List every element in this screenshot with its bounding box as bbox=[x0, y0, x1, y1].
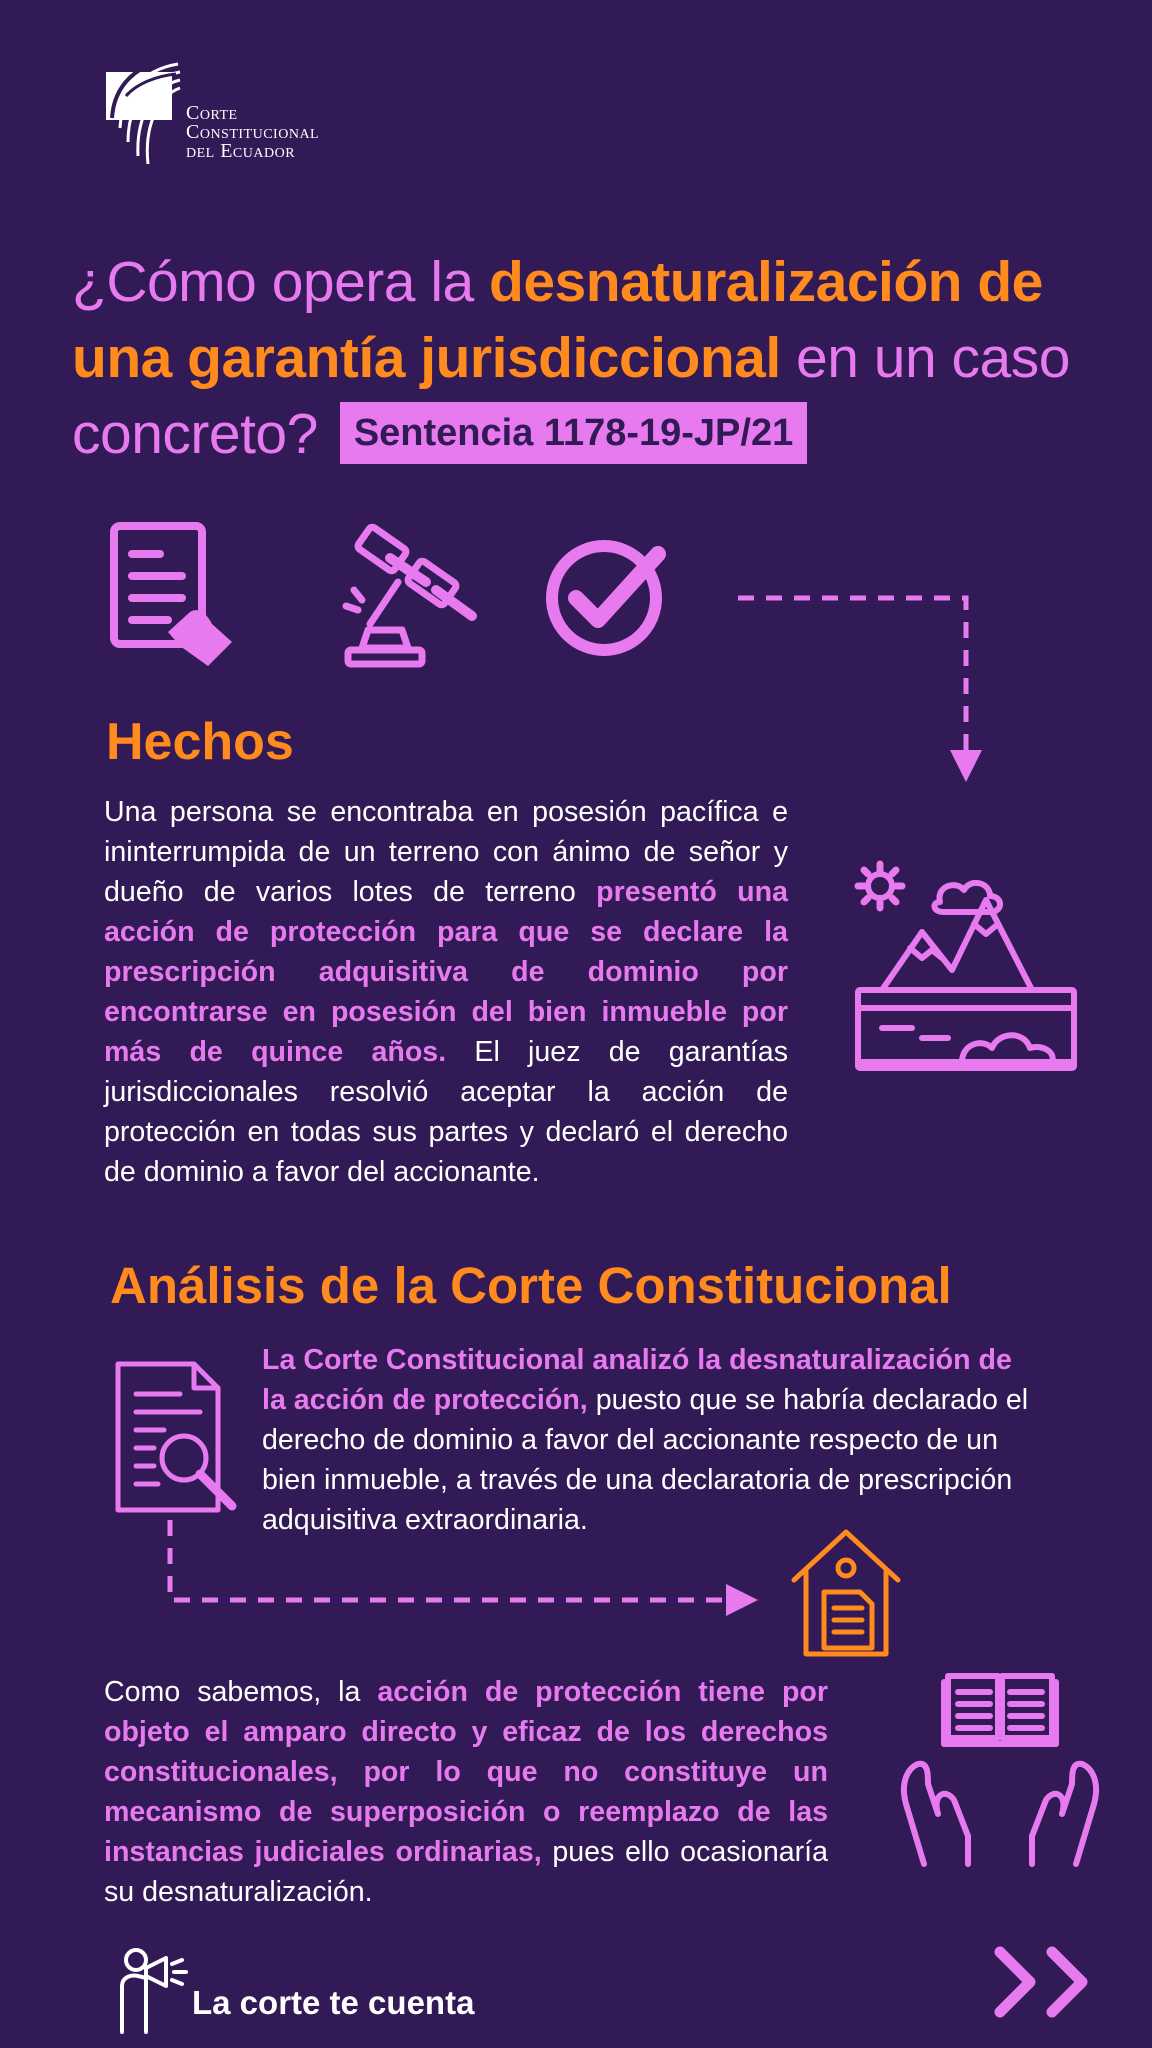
hechos-text-1: Una persona se encontraba en posesión pacífica e ininterrumpida de un terreno con ánimo de señor y dueño de varios lotes de terreno bbox=[104, 796, 788, 908]
conclusion-bold-1: acción de protección tiene por objeto el amparo directo y eficaz de los derechos constitucionales, por lo que no constituye un mecanismo de superposición o reemplazo de las instancias judiciales ordinarias, bbox=[104, 1676, 829, 1868]
hands-book-icon bbox=[898, 1664, 1104, 1870]
hechos-bold-1: presentó una acción de protección para que se declare la prescripción adquisitiva de dominio por encontrarse en posesión del bien inmueble por más de quince años. bbox=[104, 876, 788, 1068]
hechos-paragraph bbox=[104, 792, 788, 1192]
title-highlight: desnaturalización de una garantía jurisdiccional bbox=[72, 250, 1043, 390]
analisis-heading: Análisis de la Corte Constitucional bbox=[110, 1257, 952, 1314]
house-document-icon bbox=[790, 1528, 902, 1660]
check-circle-icon bbox=[546, 536, 668, 658]
conclusion-text-2: pues ello ocasionaría su desnaturalización. bbox=[104, 1836, 828, 1908]
dashed-arrow-down bbox=[734, 590, 974, 790]
document-hand-icon bbox=[108, 520, 238, 670]
document-search-icon bbox=[114, 1360, 238, 1516]
conclusion-text-1: Como sabemos, la bbox=[104, 1676, 378, 1708]
analisis-paragraph bbox=[262, 1340, 1036, 1540]
hechos-text-2: El juez de garantías jurisdiccionales resolvió aceptar la acción de protección en todas sus partes y declaró el derecho de dominio a favor del accionante. bbox=[104, 1036, 788, 1188]
sentencia-badge: Sentencia 1178-19-JP/21 bbox=[340, 402, 807, 464]
logo-text bbox=[186, 104, 319, 161]
analisis-text-1: puesto que se habría declarado el derecho de dominio a favor del accionante respecto de un bien inmueble, a través de una declaratoria de prescripción adquisitiva extraordinaria. bbox=[262, 1384, 1029, 1536]
double-chevron-right-icon[interactable] bbox=[992, 1944, 1108, 2020]
footer-label: La corte te cuenta bbox=[192, 1984, 475, 2021]
landscape-icon bbox=[852, 858, 1082, 1088]
conclusion-paragraph bbox=[104, 1672, 828, 1912]
page-title bbox=[72, 244, 1112, 472]
title-part-1: ¿Cómo opera la bbox=[72, 250, 490, 314]
hechos-heading: Hechos bbox=[106, 713, 294, 771]
title-part-2: en un caso concreto? bbox=[72, 326, 1070, 466]
logo-line-2: Constitucional bbox=[186, 121, 320, 143]
logo-line-1: Corte bbox=[186, 102, 238, 124]
analisis-bold-1: La Corte Constitucional analizó la desnaturalización de la acción de protección, bbox=[262, 1344, 1012, 1416]
gavel-icon bbox=[340, 520, 480, 670]
logo-line-3: del Ecuador bbox=[186, 140, 296, 162]
dashed-arrow-right bbox=[166, 1536, 762, 1616]
